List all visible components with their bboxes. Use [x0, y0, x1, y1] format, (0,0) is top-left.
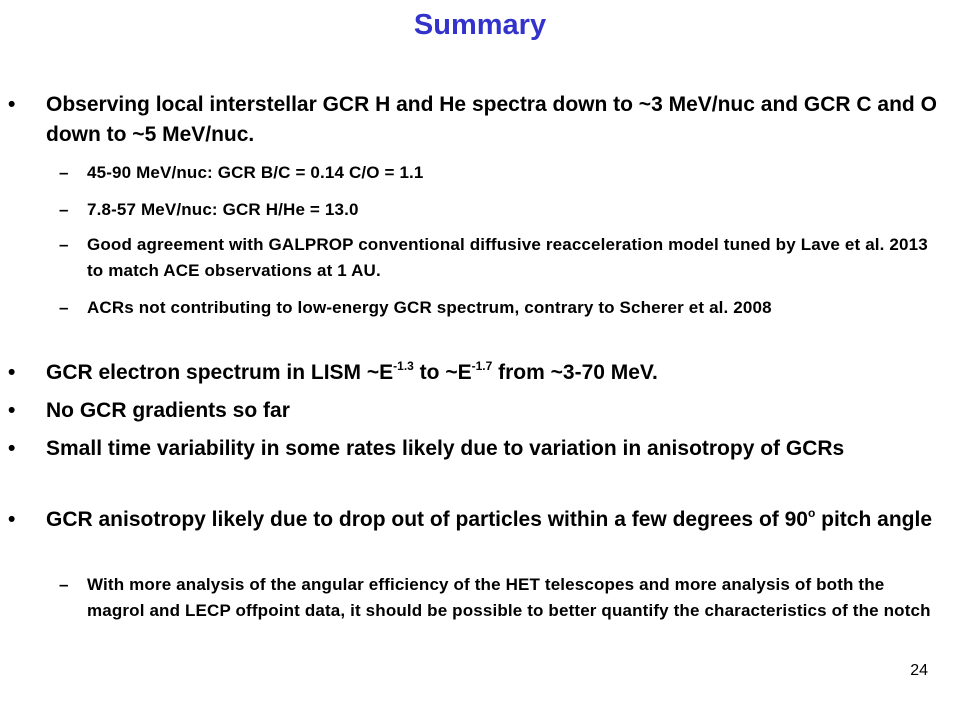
- sub-bullet-item: [59, 232, 945, 284]
- bullet-text-part: GCR electron spectrum in LISM ~E: [46, 361, 394, 384]
- sub-bullet-item: [59, 572, 945, 624]
- sub-bullet-text: 7.8-57 MeV/nuc: GCR H/He = 13.0: [87, 200, 359, 219]
- bullet-text: Small time variability in some rates likely due to variation in anisotropy of GCRs: [46, 437, 845, 460]
- bullet-marker: •: [8, 437, 16, 460]
- bullet-text: No GCR gradients so far: [46, 399, 290, 422]
- sub-bullet-item: [59, 295, 945, 321]
- bullet-marker: •: [8, 399, 16, 422]
- bullet-text-part: from ~3-70 MeV.: [492, 361, 658, 384]
- bullet-item: [8, 358, 950, 388]
- superscript-exponent: -1.7: [471, 359, 493, 373]
- sub-bullet-text: Good agreement with GALPROP conventional diffusive reacceleration model tuned by Lave et al. 2013 to match ACE observations at 1 AU.: [87, 235, 928, 280]
- bullet-text-part: GCR anisotropy likely due to drop out of particles within a few degrees of 90: [46, 508, 808, 531]
- bullet-item: [8, 505, 950, 535]
- sub-bullet-text: ACRs not contributing to low-energy GCR spectrum, contrary to Scherer et al. 2008: [87, 298, 772, 317]
- slide-title: Summary: [413, 9, 547, 41]
- bullet-text-part: to ~E: [413, 361, 472, 384]
- dash-marker: –: [59, 298, 69, 317]
- dash-marker: –: [59, 163, 69, 182]
- bullet-marker: •: [8, 508, 16, 531]
- superscript-exponent: -1.3: [393, 359, 414, 373]
- sub-bullet-text: 45-90 MeV/nuc: GCR B/C = 0.14 C/O = 1.1: [87, 163, 424, 182]
- bullet-text-part: pitch angle: [815, 508, 932, 531]
- bullet-item: [8, 396, 950, 426]
- bullet-text: Observing local interstellar GCR H and He spectra down to ~3 MeV/nuc and GCR C and O down to ~5 MeV/nuc.: [46, 93, 937, 146]
- dash-marker: –: [59, 200, 69, 219]
- sub-bullet-item: [59, 160, 945, 186]
- page-number: 24: [910, 662, 928, 679]
- dash-marker: –: [59, 235, 69, 254]
- bullet-marker: •: [8, 93, 16, 116]
- bullet-marker: •: [8, 361, 16, 384]
- sub-bullet-text: With more analysis of the angular efficiency of the HET telescopes and more analysis of both the magrol and LECP offpoint data, it should be possible to better quantify the characteristics of the notch: [87, 575, 931, 620]
- dash-marker: –: [59, 575, 69, 594]
- bullet-item: [8, 90, 950, 150]
- superscript-degree: o: [807, 506, 816, 520]
- bullet-item: [8, 434, 950, 464]
- sub-bullet-item: [59, 197, 945, 223]
